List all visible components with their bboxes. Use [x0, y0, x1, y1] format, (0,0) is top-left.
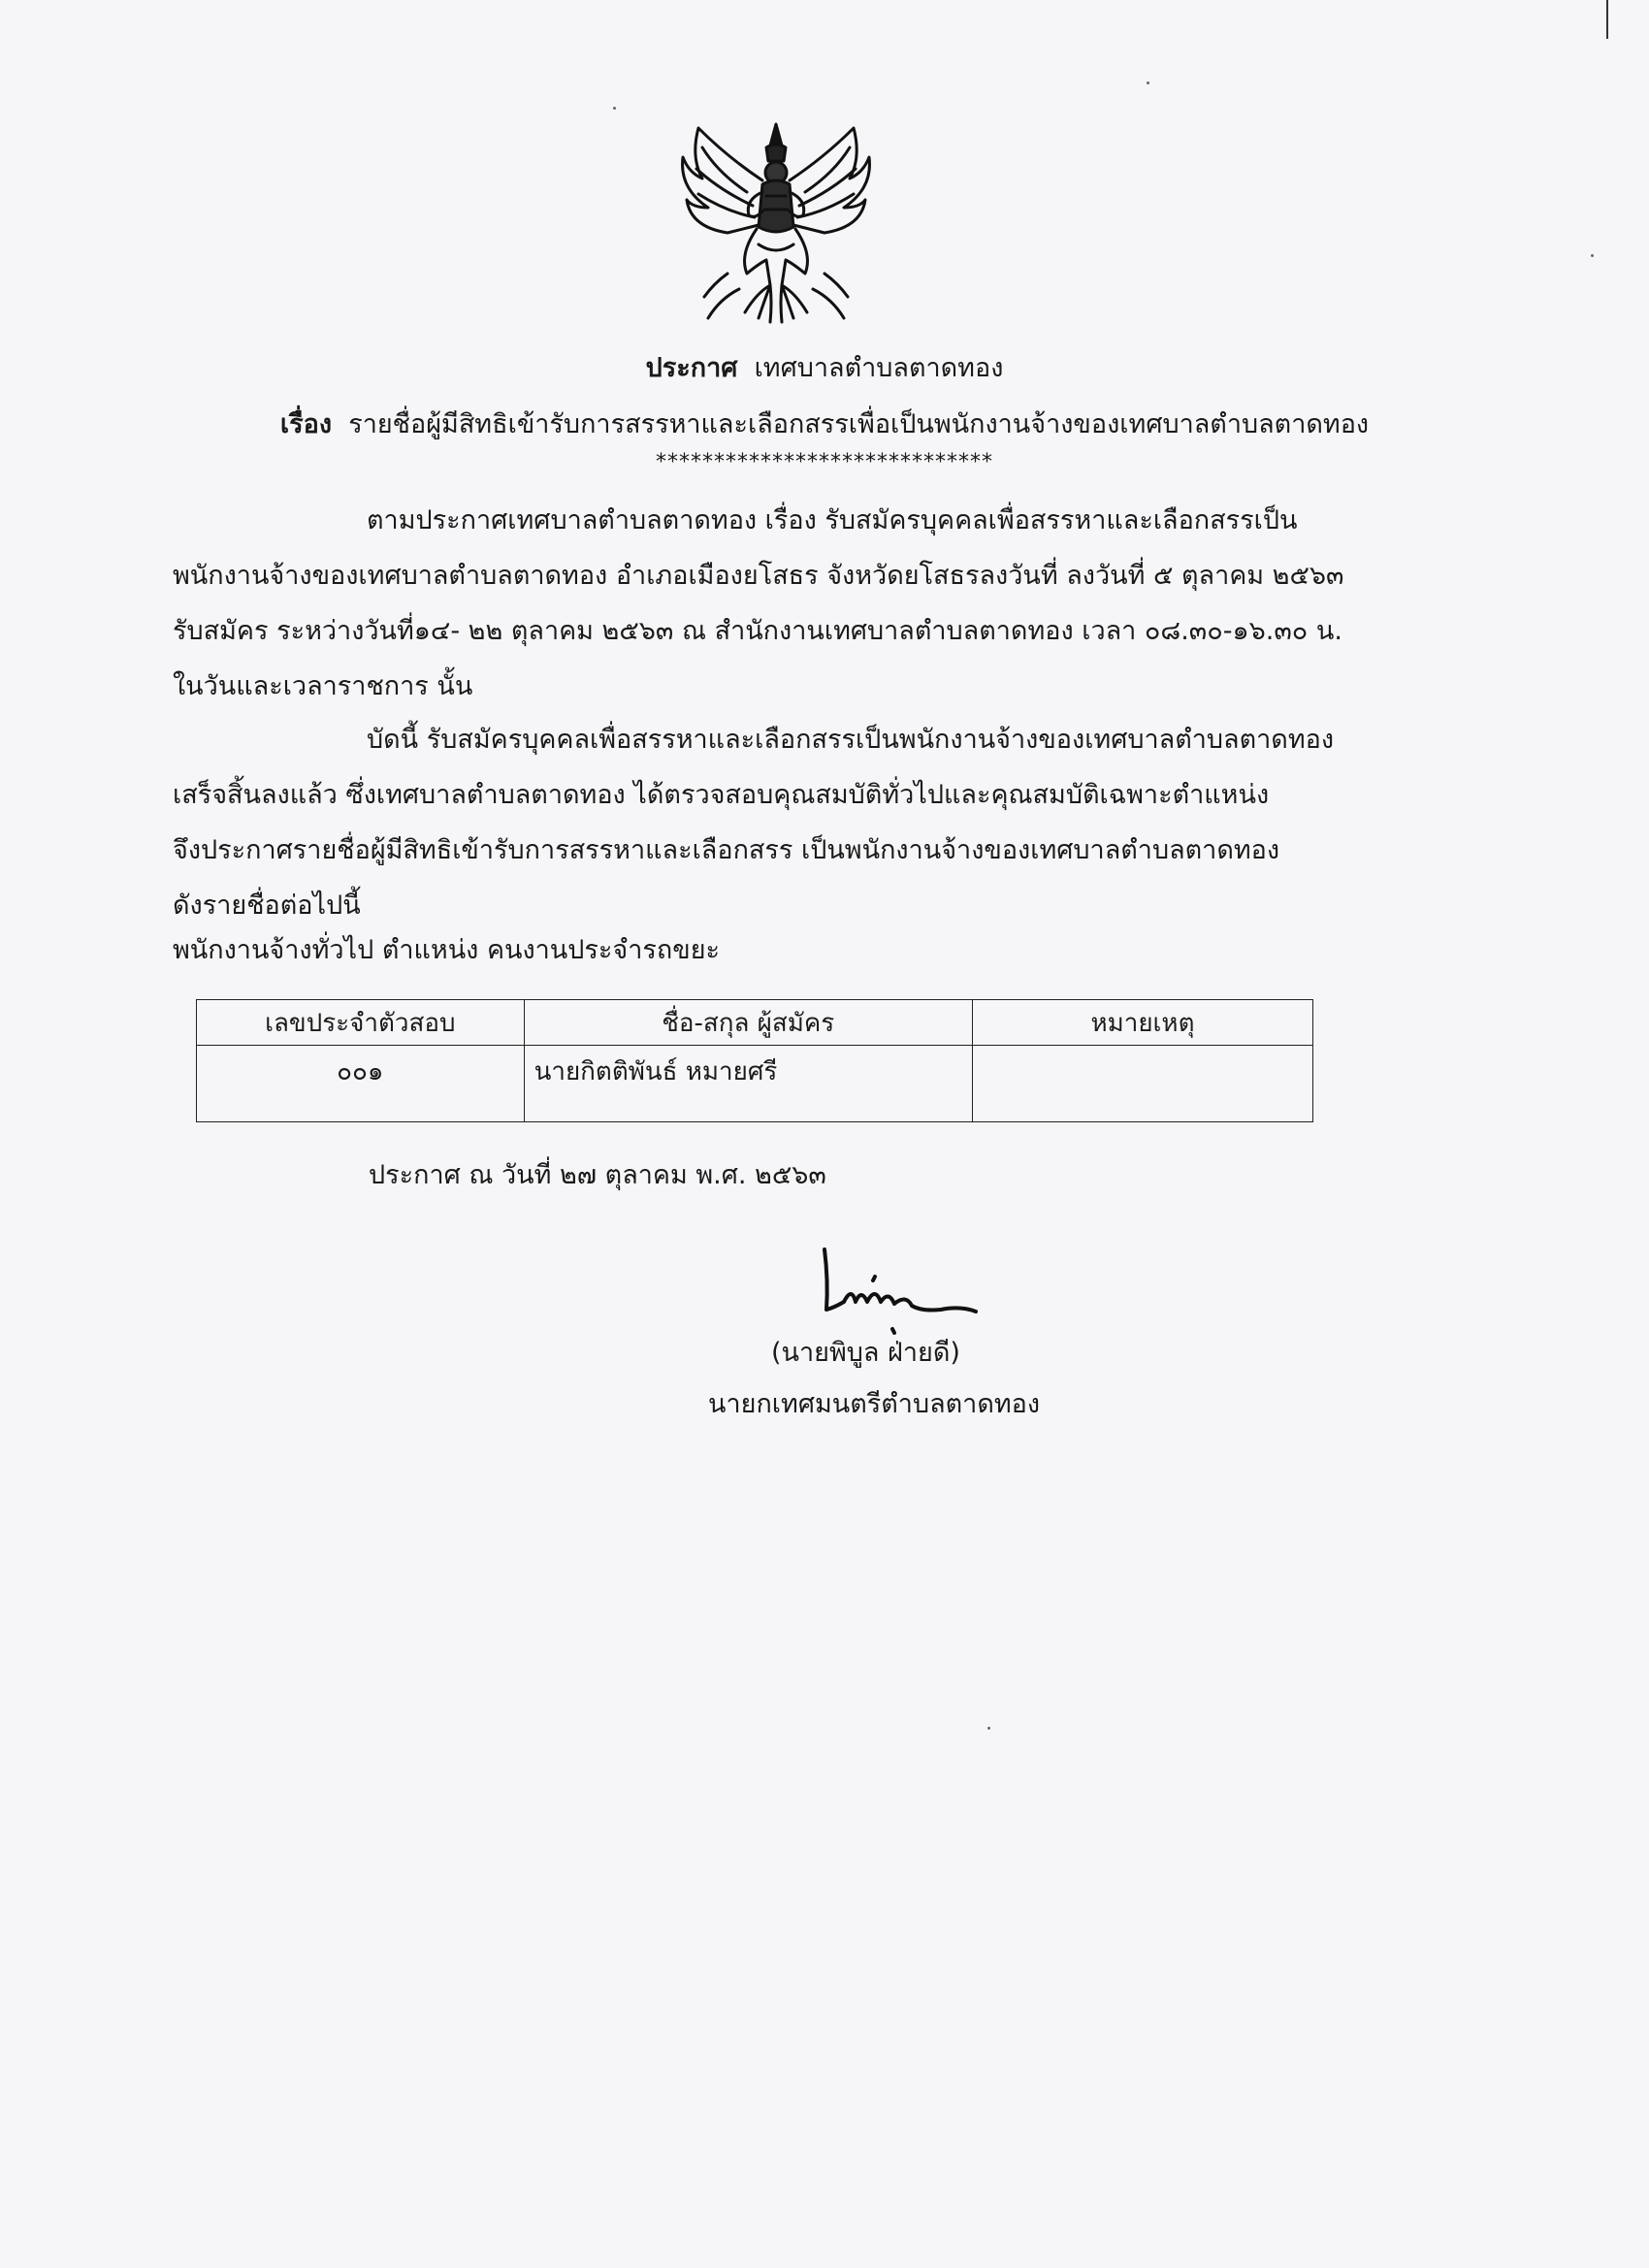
- position-line: พนักงานจ้างทั่วไป ตำแหน่ง คนงานประจำรถขยะ: [173, 935, 721, 965]
- announcement-heading: [0, 349, 1649, 388]
- signer-title: นายกเทศมนตรีตำบลตาดทอง: [708, 1389, 1041, 1419]
- paragraph-line: เสร็จสิ้นลงแล้ว ซึ่งเทศบาลตำบลตาดทอง ได้ตรวจสอบคุณสมบัติทั่วไปและคุณสมบัติเฉพาะตำแหน่ง: [173, 780, 1270, 810]
- column-header-remark: หมายเหตุ: [972, 1000, 1312, 1046]
- cell-exam-id: ๐๐๑: [197, 1046, 525, 1122]
- paragraph-line: ตามประกาศเทศบาลตำบลตาดทอง เรื่อง รับสมัครบุคคลเพื่อสรรหาและเลือกสรรเป็น: [367, 505, 1298, 535]
- scan-margin-line: [1606, 0, 1608, 39]
- paragraph-2: [173, 712, 1383, 933]
- scan-speck: [987, 1727, 990, 1730]
- paragraph-line: ดังรายชื่อต่อไปนี้: [173, 891, 361, 921]
- paragraph-line: ในวันและเวลาราชการ นั้น: [173, 671, 473, 701]
- scan-speck: [1147, 81, 1149, 84]
- cell-name: นายกิตติพันธ์ หมายศรี: [524, 1046, 972, 1122]
- paragraph-1: [173, 493, 1383, 714]
- garuda-emblem-icon: [669, 118, 883, 332]
- announcement-label: ประกาศ: [645, 353, 738, 383]
- subject-text: รายชื่อผู้มีสิทธิเข้ารับการสรรหาและเลือกสรรเพื่อเป็นพนักงานจ้างของเทศบาลตำบลตาดทอง: [348, 409, 1370, 439]
- subject-line: [0, 405, 1649, 444]
- table-row: [197, 1046, 1313, 1122]
- table-header-row: [197, 1000, 1313, 1046]
- announcement-date: ประกาศ ณ วันที่ ๒๗ ตุลาคม พ.ศ. ๒๕๖๓: [369, 1160, 826, 1190]
- paragraph-line: พนักงานจ้างของเทศบาลตำบลตาดทอง อำเภอเมืองยโสธร จังหวัดยโสธรลงวันที่ ลงวันที่ ๕ ตุลาคม ๒๕๖๓: [173, 561, 1344, 591]
- candidate-table: [196, 999, 1313, 1122]
- subject-label: เรื่อง: [279, 409, 333, 439]
- scan-speck: [1591, 254, 1594, 257]
- column-header-name: ชื่อ-สกุล ผู้สมัคร: [524, 1000, 972, 1046]
- cell-remark: [972, 1046, 1312, 1122]
- separator-line: *****************************: [656, 450, 993, 474]
- paragraph-line: รับสมัคร ระหว่างวันที่๑๔- ๒๒ ตุลาคม ๒๕๖๓ ณ สำนักงานเทศบาลตำบลตาดทอง เวลา ๐๘.๓๐-๑๖.๓๐ น.: [173, 616, 1342, 646]
- paragraph-line: จึงประกาศรายชื่อผู้มีสิทธิเข้ารับการสรรหาและเลือกสรร เป็นพนักงานจ้างของเทศบาลตำบลตาดทอง: [173, 835, 1280, 865]
- scan-speck: [613, 107, 616, 110]
- paragraph-line: บัดนี้ รับสมัครบุคคลเพื่อสรรหาและเลือกสรรเป็นพนักงานจ้างของเทศบาลตำบลตาดทอง: [367, 725, 1335, 755]
- announcement-org: เทศบาลตำบลตาดทอง: [754, 353, 1004, 383]
- column-header-exam-id: เลขประจำตัวสอบ: [197, 1000, 525, 1046]
- signature: [805, 1232, 999, 1339]
- signer-name: (นายพิบูล ฝ่ายดี): [771, 1338, 960, 1368]
